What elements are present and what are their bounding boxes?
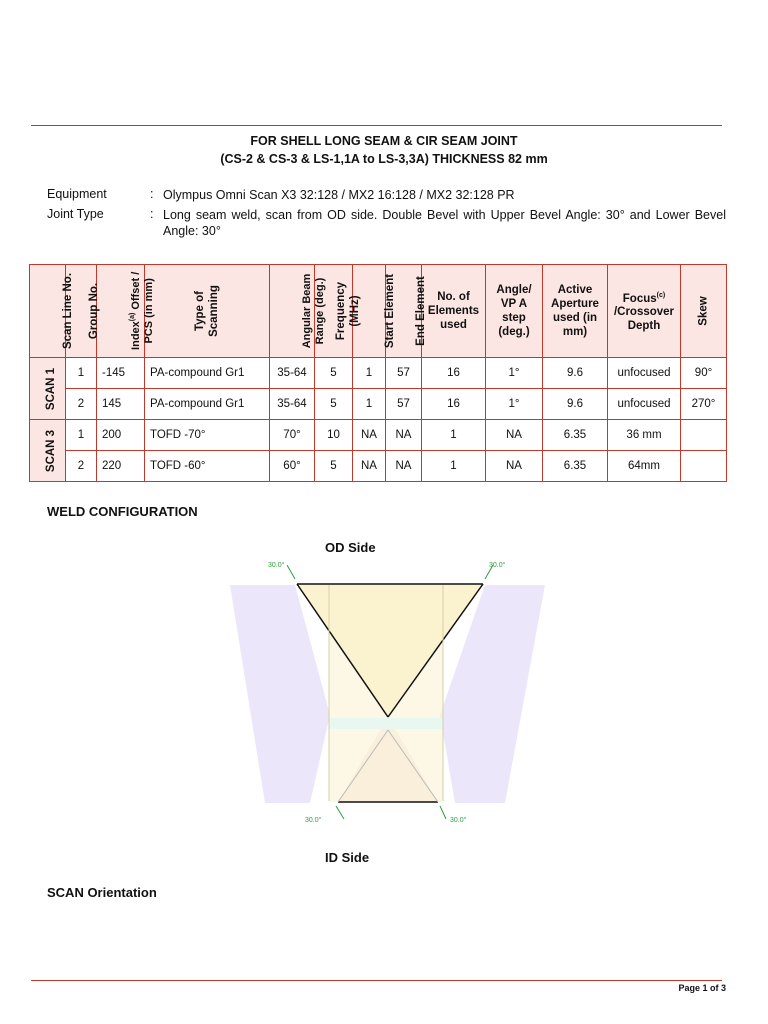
table-row: [30, 420, 727, 451]
root-land-band: [329, 718, 443, 729]
cell-frequency: 5: [315, 389, 353, 420]
angle-label-top-left: 30.0°: [268, 562, 285, 569]
cell-type: PA-compound Gr1: [145, 389, 270, 420]
cell-angular: 35-64: [270, 358, 315, 389]
top-divider: [31, 125, 722, 126]
cell-angular: 35-64: [270, 389, 315, 420]
cell-aperture: 6.35: [543, 420, 608, 451]
header-frequency: Frequency (MHz): [315, 265, 353, 358]
table-row: [30, 389, 727, 420]
od-side-label: OD Side: [325, 540, 376, 555]
header-scan-line: Scan Line No.: [30, 265, 66, 358]
cell-group: 1: [66, 358, 97, 389]
header-start-element: Start Element: [353, 265, 386, 358]
cell-end: 57: [386, 389, 422, 420]
cell-focus: 36 mm: [608, 420, 681, 451]
cell-elements: 1: [422, 451, 486, 482]
header-angle-step: Angle/ VP A step (deg.): [486, 265, 543, 358]
cell-elements: 1: [422, 420, 486, 451]
header-group-no: Group No.: [66, 265, 97, 358]
cell-aperture: 9.6: [543, 389, 608, 420]
header-index-offset: Index$^{(a)}$ Offset / PCS (in mm): [97, 265, 145, 358]
cell-elements: 16: [422, 358, 486, 389]
scan-group-label: SCAN 3: [30, 420, 66, 482]
id-side-label: ID Side: [325, 850, 370, 865]
angle-label-top-right: 30.0°: [489, 562, 506, 569]
cell-index: 220: [97, 451, 145, 482]
cell-frequency: 10: [315, 420, 353, 451]
bottom-divider: [31, 980, 722, 981]
angle-label-bottom-left: 30.0°: [305, 817, 322, 824]
header-skew: Skew: [681, 265, 727, 358]
cell-angular: 60°: [270, 451, 315, 482]
cell-angle-step: 1°: [486, 358, 543, 389]
angle-marker-bottom-right: [440, 806, 446, 819]
header-active-aperture: Active Aperture used (in mm): [543, 265, 608, 358]
cell-focus: unfocused: [608, 389, 681, 420]
joint-type-colon: :: [150, 207, 154, 221]
cell-skew: 270°: [681, 389, 727, 420]
cell-group: 2: [66, 389, 97, 420]
header-end-element: End Element: [386, 265, 422, 358]
left-scan-zone: [230, 585, 330, 803]
table-row: [30, 451, 727, 482]
document-title: FOR SHELL LONG SEAM & CIR SEAM JOINT: [250, 134, 518, 148]
header-angular-beam-range: Angular Beam Range (deg.): [270, 265, 315, 358]
angle-marker-bottom-left: [336, 806, 344, 819]
cell-aperture: 6.35: [543, 451, 608, 482]
equipment-label: Equipment: [47, 187, 107, 201]
scan-plan-table: [29, 264, 727, 482]
cell-aperture: 9.6: [543, 358, 608, 389]
angle-label-bottom-right: 30.0°: [450, 817, 467, 824]
weld-configuration-diagram: [225, 555, 555, 835]
cell-angle-step: NA: [486, 451, 543, 482]
cell-focus: 64mm: [608, 451, 681, 482]
cell-start: 1: [353, 358, 386, 389]
cell-elements: 16: [422, 389, 486, 420]
cell-index: 200: [97, 420, 145, 451]
cell-start: NA: [353, 451, 386, 482]
cell-end: NA: [386, 451, 422, 482]
scan-group-label: SCAN 1: [30, 358, 66, 420]
cell-index: 145: [97, 389, 145, 420]
cell-start: NA: [353, 420, 386, 451]
cell-frequency: 5: [315, 358, 353, 389]
joint-type-label: Joint Type: [47, 207, 104, 221]
scan-orientation-heading: SCAN Orientation: [47, 885, 157, 900]
cell-index: -145: [97, 358, 145, 389]
header-focus-depth: Focus$^{(c)}$ /Crossover Depth: [608, 265, 681, 358]
cell-skew: 90°: [681, 358, 727, 389]
weld-configuration-heading: WELD CONFIGURATION: [47, 504, 198, 519]
cell-type: TOFD -70°: [145, 420, 270, 451]
document-subtitle: (CS-2 & CS-3 & LS-1,1A to LS-3,3A) THICKNESS 82 mm: [220, 152, 548, 166]
cell-start: 1: [353, 389, 386, 420]
table-row: [30, 358, 727, 389]
cell-skew: [681, 451, 727, 482]
cell-angular: 70°: [270, 420, 315, 451]
cell-frequency: 5: [315, 451, 353, 482]
header-no-of-elements: No. of Elements used: [422, 265, 486, 358]
cell-angle-step: 1°: [486, 389, 543, 420]
cell-focus: unfocused: [608, 358, 681, 389]
angle-marker-top-left: [287, 565, 295, 579]
equipment-value: Olympus Omni Scan X3 32:128 / MX2 16:128 / MX2 32:128 PR: [163, 188, 515, 202]
table-header-row: [30, 265, 727, 358]
equipment-colon: :: [150, 187, 154, 201]
cell-type: PA-compound Gr1: [145, 358, 270, 389]
joint-type-value: Long seam weld, scan from OD side. Double Bevel with Upper Bevel Angle: 30° and Lower Bevel Angle: 30°: [163, 208, 726, 238]
cell-type: TOFD -60°: [145, 451, 270, 482]
cell-group: 2: [66, 451, 97, 482]
cell-end: 57: [386, 358, 422, 389]
cell-angle-step: NA: [486, 420, 543, 451]
cell-group: 1: [66, 420, 97, 451]
header-type-of-scanning: Type of Scanning: [145, 265, 270, 358]
cell-skew: [681, 420, 727, 451]
weld-zone-band: [329, 584, 443, 802]
page-number: Page 1 of 3: [678, 983, 726, 993]
cell-end: NA: [386, 420, 422, 451]
